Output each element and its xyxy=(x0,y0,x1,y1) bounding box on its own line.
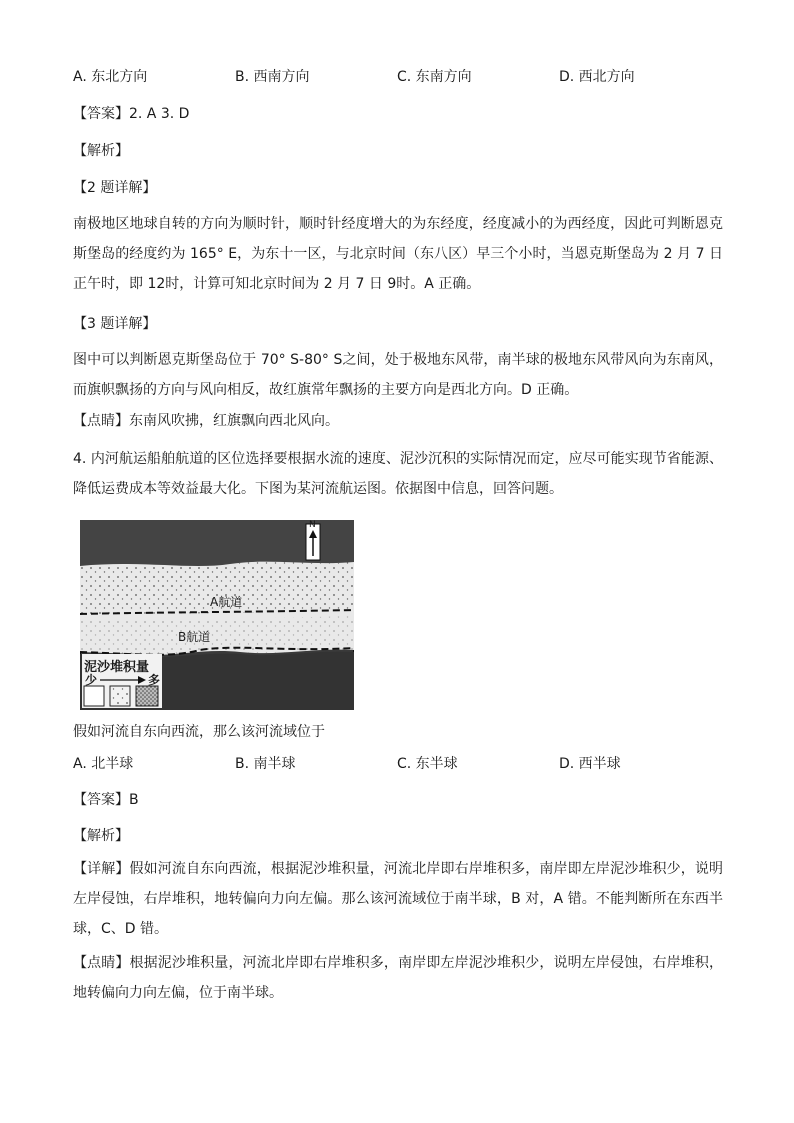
detail-3-text: 图中可以判断恩克斯堡岛位于 70° S-80° S之间，处于极地东风带，南半球的极地东风带风向为东南风，而旗帜飘扬的方向与风向相反，故红旗常年飘扬的主要方向是西北方向。D 正确。 xyxy=(73,352,723,398)
legend-less: 少 xyxy=(85,673,98,687)
answer-line: 【答案】2. A 3. D xyxy=(73,106,190,122)
q4-option-b: B. 南半球 xyxy=(235,756,296,772)
channel-b-label: B航道 xyxy=(178,630,211,644)
analysis-2-heading: 【解析】 xyxy=(73,828,129,844)
q4-option-d: D. 西半球 xyxy=(559,756,621,772)
option-b: B. 西南方向 xyxy=(235,69,310,85)
legend-title: 泥沙堆积量 xyxy=(84,660,150,675)
river-navigation-figure xyxy=(80,520,354,710)
detail-2-heading: 【2 题详解】 xyxy=(73,180,157,196)
detail-3-heading: 【3 题详解】 xyxy=(73,316,157,332)
detail-4-text: 【详解】假如河流自东向西流，根据泥沙堆积量，河流北岸即右岸堆积多，南岸即左岸泥沙堆积少，说明左岸侵蚀，右岸堆积，地转偏向力向左偏。那么该河流域位于南半球，B 对，A 错。不能判断所在东西半球，C、D 错。 xyxy=(73,861,723,937)
north-label: N xyxy=(309,520,316,530)
tip-1: 【点睛】东南风吹拂，红旗飘向西北风向。 xyxy=(73,413,339,429)
option-c: C. 东南方向 xyxy=(397,69,472,85)
option-a: A. 东北方向 xyxy=(73,69,148,85)
q4-option-a: A. 北半球 xyxy=(73,756,134,772)
detail-2-text: 南极地区地球自转的方向为顺时针，顺时针经度增大的为东经度，经度减小的为西经度，因此可判断恩克斯堡岛的经度约为 165° E，为东十一区，与北京时间（东八区）早三个小时，当恩克斯堡岛为 2 月 7 日正午时，即 12时，计算可知北京时间为 2 月 7 日 9时。A 正确。 xyxy=(73,216,723,292)
tip-2: 【点睛】根据泥沙堆积量，河流北岸即右岸堆积多，南岸即左岸泥沙堆积少，说明左岸侵蚀，右岸堆积，地转偏向力向左偏，位于南半球。 xyxy=(73,955,723,1001)
legend-more: 多 xyxy=(148,673,161,687)
q4-option-c: C. 东半球 xyxy=(397,756,458,772)
channel-a-label: A航道 xyxy=(210,595,243,609)
analysis-heading: 【解析】 xyxy=(73,143,129,159)
answer-2-line: 【答案】B xyxy=(73,792,139,808)
option-d: D. 西北方向 xyxy=(559,69,635,85)
question-4-prompt: 假如河流自东向西流，那么该河流域位于 xyxy=(73,724,325,740)
question-4-stem: 4. 内河航运船舶航道的区位选择要根据水流的速度、泥沙沉积的实际情况而定，应尽可能实现节省能源、降低运费成本等效益最大化。下图为某河流航运图。依据图中信息，回答问题。 xyxy=(73,451,723,497)
